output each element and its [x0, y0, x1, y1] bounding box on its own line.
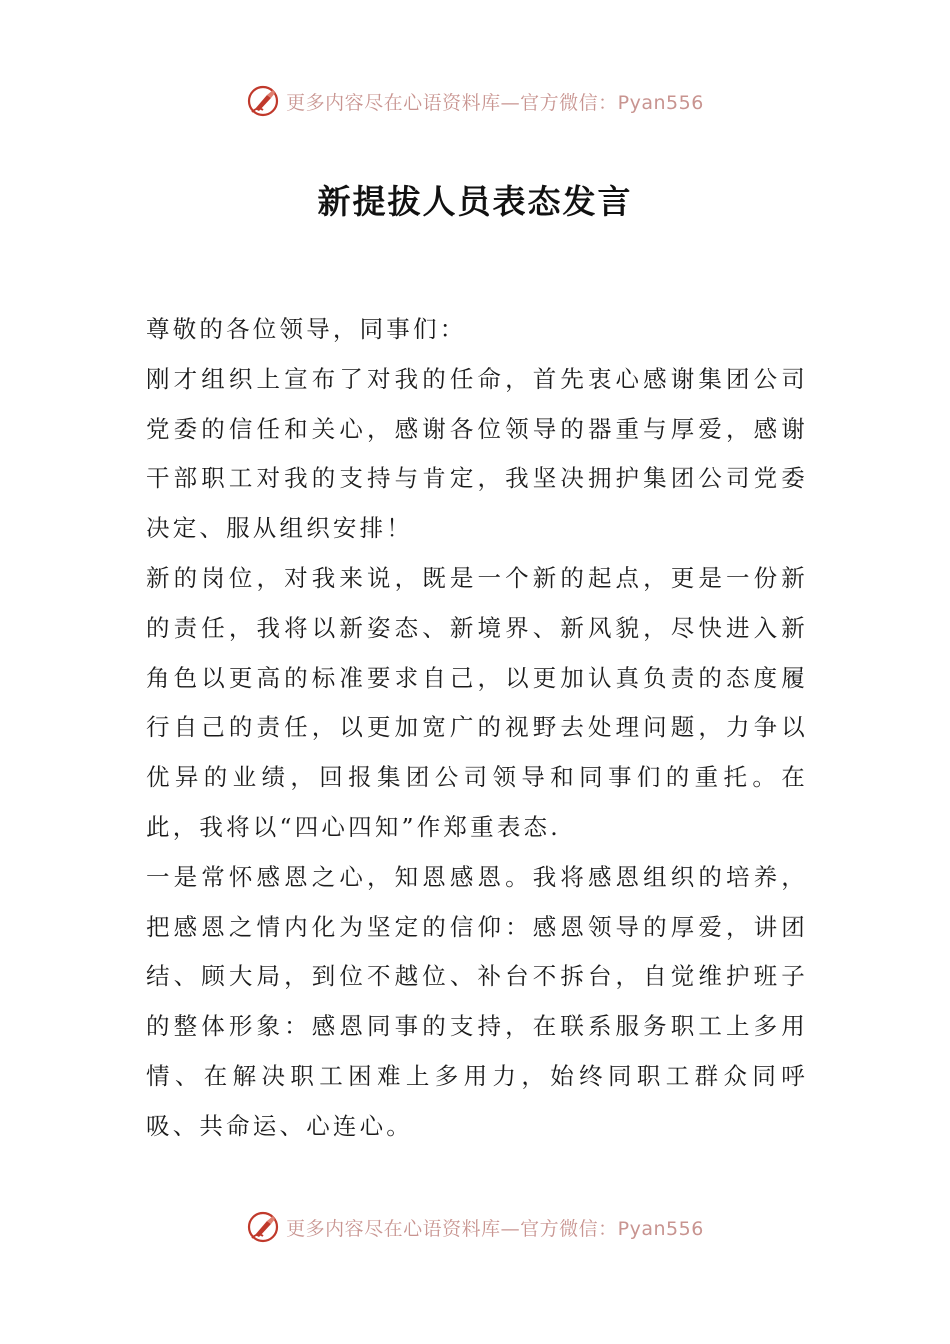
body-paragraph: 一是常怀感恩之心，知恩感恩。我将感恩组织的培养，把感恩之情内化为坚定的信仰：感恩领导的厚爱，讲团结、顾大局，到位不越位、补台不拆台，自觉维护班子的整体形象：感恩同事的支持，在联系服务职工上多用情、在解决职工困难上多用力，始终同职工群众同呼吸、共命运、心连心。 — [146, 862, 808, 1140]
banner-text: 更多内容尽在心语资料库—官方微信：Pyan556 — [286, 91, 704, 114]
pen-nib-logo-icon — [246, 1210, 280, 1244]
banner-text: 更多内容尽在心语资料库—官方微信：Pyan556 — [286, 1217, 704, 1240]
wechat-id: Pyan556 — [617, 1217, 704, 1240]
pen-nib-logo-icon — [246, 84, 280, 118]
body-paragraph: 刚才组织上宣布了对我的任命，首先衷心感谢集团公司党委的信任和关心，感谢各位领导的器重与厚爱，感谢干部职工对我的支持与肯定，我坚决拥护集团公司党委决定、服从组织安排！ — [146, 364, 808, 543]
wechat-id: Pyan556 — [617, 91, 704, 114]
document-body — [146, 305, 808, 1152]
body-paragraph: 新的岗位，对我来说，既是一个新的起点，更是一份新的责任，我将以新姿态、新境界、新风貌，尽快进入新角色以更高的标准要求自己，以更加认真负责的态度履行自己的责任，以更加宽广的视野去处理问题，力争以优异的业绩，回报集团公司领导和同事们的重托。在此，我将以“四心四知”作郑重表态. — [146, 563, 808, 841]
salutation-paragraph: 尊敬的各位领导，同事们： — [146, 315, 467, 343]
footer-watermark-banner — [0, 1210, 950, 1244]
header-watermark-banner — [0, 84, 950, 118]
document-title: 新提拔人员表态发言 — [317, 182, 633, 221]
